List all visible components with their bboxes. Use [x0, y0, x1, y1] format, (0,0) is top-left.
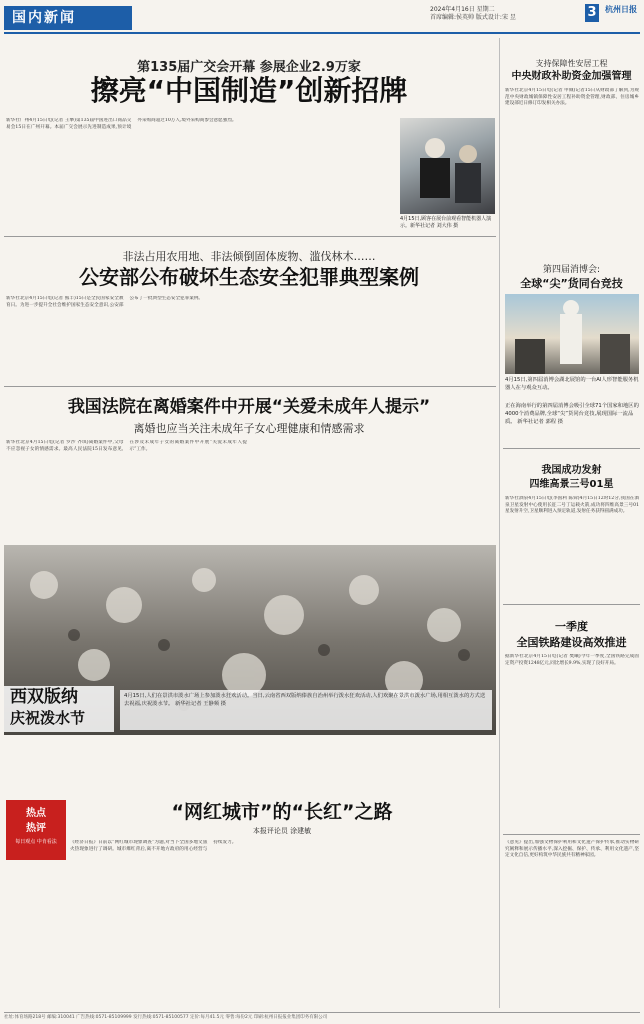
satellite-headline-1: 我国成功发射: [541, 465, 602, 476]
water-badge-line2: 庆祝泼水节: [10, 709, 86, 727]
consumer-photo-body: 正在海南举行的第四届消博会吸引全球71个国家和地区的4000个消费品牌,全球“尖”货同台竞技,展现国际一流品质。 新华社记者 郭程 摄: [505, 403, 639, 425]
divider: [503, 834, 640, 835]
finance-kicker: 支持保障性安居工程: [535, 59, 608, 68]
divorce-headline: 我国法院在离婚案件中开展“关爱未成年人提示”: [67, 397, 431, 417]
commentary-body: 《经济日报》日前以“网红城市现象调查”为题,对当下全国多地文旅火热现象进行了调研。城市爆红背后,离不开地方政府的用心经营与持续发力。: [70, 840, 237, 852]
page-number: 3: [585, 4, 599, 22]
divider: [4, 386, 496, 387]
commentary-tag-top: 热点: [26, 808, 46, 819]
footer: 社址:体育场路218号 邮编:310041 广告热线:0571-85109999 发行热线:0571-85100577 定价:每月41.5元 零售:每份2元 印刷:杭州日报报业集团印务有限公司: [4, 1012, 640, 1023]
ecology-body: 新华社北京4月15日电(记者 熊丰)15日是全民国家安全教育日。为进一步提升全社会维护国家生态安全意识,公安部公布了一批典型生态安全犯罪案例。: [6, 296, 204, 308]
consumer-kicker: 第四届消博会:: [542, 265, 601, 275]
water-badge-line1: 西双版纳: [10, 687, 78, 707]
consumer-photo-caption: 4月15日,第四届消博会湖北展馆的一台AI人形智能服务机器人在与观众互动。: [505, 377, 639, 391]
commentary-tag-bottom: 热评: [26, 823, 46, 834]
water-badge: [4, 686, 114, 732]
robot-photo-art: [400, 118, 495, 214]
section-title: 国内新闻: [4, 6, 132, 30]
canton-photo-caption: 4月15日,顾客在展台前观看智能机器人演示。新华社记者 刘大伟 摄: [400, 216, 492, 229]
commentary-headline: “网红城市”的“长红”之路: [171, 801, 393, 823]
date-line: 2024年4月16日 星期二: [430, 6, 495, 13]
divider: [503, 604, 640, 605]
railway-headline: 全国铁路建设高效推进: [516, 636, 627, 649]
satellite-body: 新华社酒泉4月15日电(李国利 陈舜)4月15日12时12分,我国在酒泉卫星发射中心使用长征二号丁运载火箭,成功将四维高景三号01星发射升空,卫星顺利进入预定轨道,发射任务获得圆满成功。: [505, 496, 639, 515]
commentary-tag-sub: 每日观点 中肯看法: [15, 839, 57, 845]
paper-logo: 杭州日报: [605, 4, 637, 14]
column-divider: [499, 38, 500, 1008]
divorce-body: 新华社北京4月15日电(记者 罗沙 齐琪)离婚案件中,父母不应忽视子女的情感需求。最高人民法院15日发布意见,在涉及未成年子女的离婚案件中开展“关爱未成年人提示”工作。: [6, 440, 247, 452]
editors-line: 首席编辑:侯英帅 版式设计:宋 昱: [430, 14, 516, 21]
commentary-byline: 本报评论员 涂建敏: [252, 827, 312, 835]
finance-body: 新华社北京4月15日电(记者 申铖)记者15日从财政部了解到,为规范中央财政城镇保障性安居工程补助资金管理,财政部、住房城乡建设部近日修订印发相关办法。: [505, 88, 639, 107]
canton-body: 新华社广州4月15日电(记者 王攀)第135届中国进出口商品交易会15日在广州开幕。本届广交会展示先进制造成果,预计境外采购商超过10万人,境外采购商参会意愿强烈。: [6, 118, 237, 130]
ecology-headline: 公安部公布破坏生态安全犯罪典型案例: [79, 265, 419, 289]
finance-headline: 中央财政补助资金加强管理: [511, 71, 632, 82]
consumer-photo: [505, 294, 639, 374]
railway-kicker: 一季度: [555, 620, 588, 633]
divider: [4, 236, 496, 237]
consumer-headline: 全球“尖”货同台竞技: [520, 277, 623, 290]
masthead-rule: [4, 32, 640, 34]
divider: [503, 448, 640, 449]
commentary-tag: [6, 800, 66, 860]
robot-photo: [400, 118, 495, 214]
divorce-subtitle: 离婚也应当关注未成年子女心理健康和情感需求: [133, 422, 365, 435]
ecology-kicker: 非法占用农用地、非法倾倒固体废物、滥伐林木……: [122, 250, 376, 263]
heritage-body: 《意见》提出,加强文物保护利用和文化遗产保护传承,推动实物研究阐释和展示传播水平,深入挖掘、保护、传承、利用文化遗产,坚定文化自信,更好构筑中华民族共有精神家园。: [505, 840, 639, 859]
satellite-headline-2: 四维高景三号01星: [529, 479, 614, 490]
railway-body: 据新华社北京4月15日电(记者 樊曦)今年一季度,全国铁路完成固定资产投资1248亿元,同比增长9.9%,实现了良好开局。: [505, 654, 639, 666]
canton-headline: 擦亮“中国制造”创新招牌: [90, 74, 408, 107]
consumer-photo-art: [505, 294, 639, 374]
canton-subtitle: 第135届广交会开幕 参展企业2.9万家: [137, 60, 361, 75]
water-photo-caption: 4月15日,人们在景洪市泼水广场上参加泼水狂欢活动。当日,云南省西双版纳傣族自治州举行泼水狂欢活动,人们欢聚在景洪市泼水广场,用相互泼水的方式送去祝福,庆祝泼水节。 新华社记者 王静频 摄: [120, 690, 492, 730]
